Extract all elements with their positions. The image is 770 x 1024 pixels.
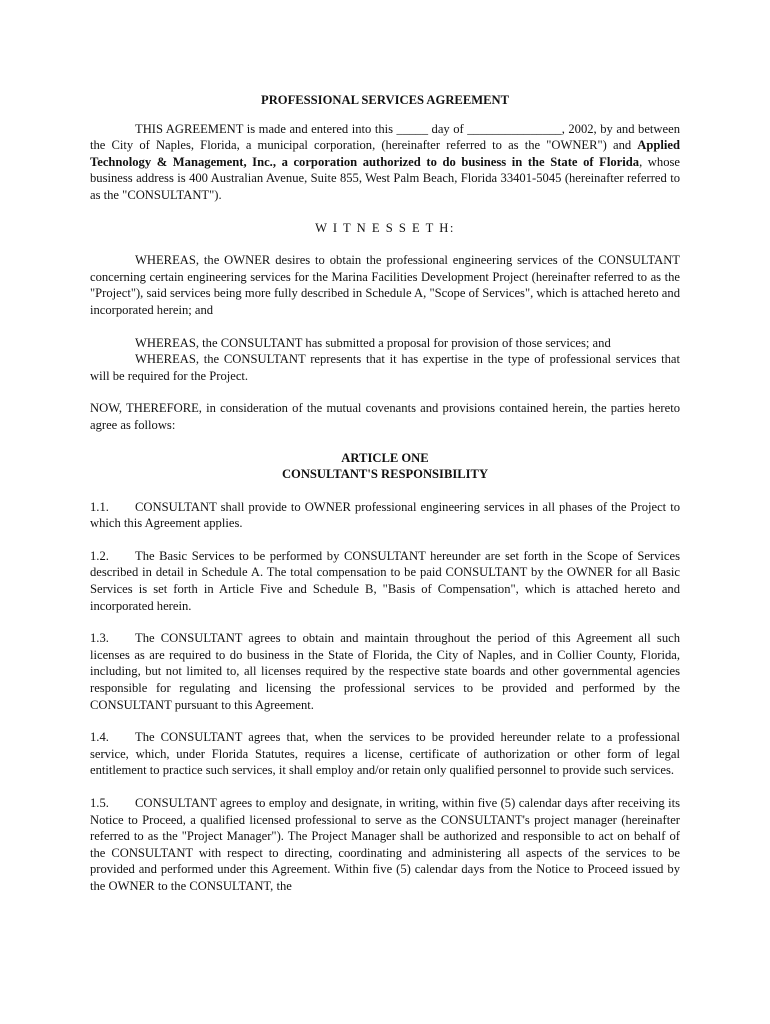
intro-text-2: , whose business address is 400 Australian Avenue, Suite 855, West Palm Beach, Florida 33401-5045 (hereinafter referred to as the "CONSULTANT").: [90, 154, 680, 202]
section-number: 1.2.: [90, 548, 109, 563]
intro-paragraph: [90, 121, 680, 204]
whereas-paragraph-2: WHEREAS, the CONSULTANT has submitted a proposal for provision of those services; and: [135, 335, 611, 350]
section-number: 1.4.: [90, 730, 109, 745]
section-text: The CONSULTANT agrees to obtain and maintain throughout the period of this Agreement all such licenses as are required to do business in the State of Florida, the City of Naples, and in Collier County, Florida, including, but not limited to, all licenses required by the respective state boards and other governmental agencies responsible for regulating and licensing the professional services to be provided and performed by the CONSULTANT pursuant to this Agreement.: [90, 631, 680, 712]
section-1-3: [90, 630, 680, 713]
document-title: PROFESSIONAL SERVICES AGREEMENT: [261, 93, 509, 107]
section-number: 1.5.: [90, 796, 109, 810]
section-text: CONSULTANT agrees to employ and designate, in writing, within five (5) calendar days after receiving its Notice to Proceed, a qualified licensed professional to serve as the CONSULTANT's project manager (hereinafter referred to as the "Project Manager"). The Project Manager shall be authorized and responsible to act on behalf of the CONSULTANT with respect to directing, coordinating and administering all aspects of the services to be provided and performed under this Agreement. Within five (5) calendar days from the Notice to Proceed issued by the OWNER to the CONSULTANT, the: [90, 796, 680, 893]
now-therefore-paragraph: NOW, THEREFORE, in consideration of the mutual covenants and provisions contained herein, the parties hereto agree as follows:: [90, 401, 680, 432]
witnesseth-heading: W I T N E S S E T H:: [315, 220, 455, 235]
article-title: ARTICLE ONE: [341, 450, 429, 465]
section-number: 1.3.: [90, 631, 109, 646]
article-subtitle: CONSULTANT'S RESPONSIBILITY: [281, 467, 489, 482]
section-text: The Basic Services to be performed by CONSULTANT hereunder are set forth in the Scope of Services described in detail in Schedule A. The total compensation to be paid CONSULTANT by the OWNER for all Basic Services is set forth in Article Five and Schedule B, "Basis of Compensation", which is attached hereto and incorporated herein.: [90, 548, 680, 613]
section-1-5: [90, 795, 680, 895]
section-1-2: [90, 548, 680, 614]
article-heading: [90, 450, 680, 483]
section-1-4: [90, 729, 680, 779]
intro-text-1: THIS AGREEMENT is made and entered into this _____ day of _______________, 2002, by and between the City of Naples, Florida, a municipal corporation, (hereinafter referred to as the "OWNER") and: [90, 121, 680, 153]
whereas-paragraph-1: WHEREAS, the OWNER desires to obtain the professional engineering services of the CONSULTANT concerning certain engineering services for the Marina Facilities Development Project (hereinafter referred to as the "Project"), said services being more fully described in Schedule A, "Scope of Services", which is attached hereto and incorporated herein; and: [90, 253, 680, 317]
section-text: CONSULTANT shall provide to OWNER professional engineering services in all phases of the Project to which this Agreement applies.: [90, 499, 680, 531]
section-number: 1.1.: [90, 499, 109, 514]
section-text: The CONSULTANT agrees that, when the services to be provided hereunder relate to a professional service, which, under Florida Statutes, requires a license, certificate of authorization or other form of legal entitlement to practice such services, it shall employ and/or retain only qualified personnel to provide such services.: [90, 730, 680, 778]
section-1-1: [90, 499, 680, 532]
intro-consultant-name: Applied Technology & Management, Inc., a corporation authorized to do business in the State of Florida: [90, 138, 680, 169]
whereas-paragraph-3: WHEREAS, the CONSULTANT represents that it has expertise in the type of professional services that will be required for the Project.: [90, 352, 680, 383]
